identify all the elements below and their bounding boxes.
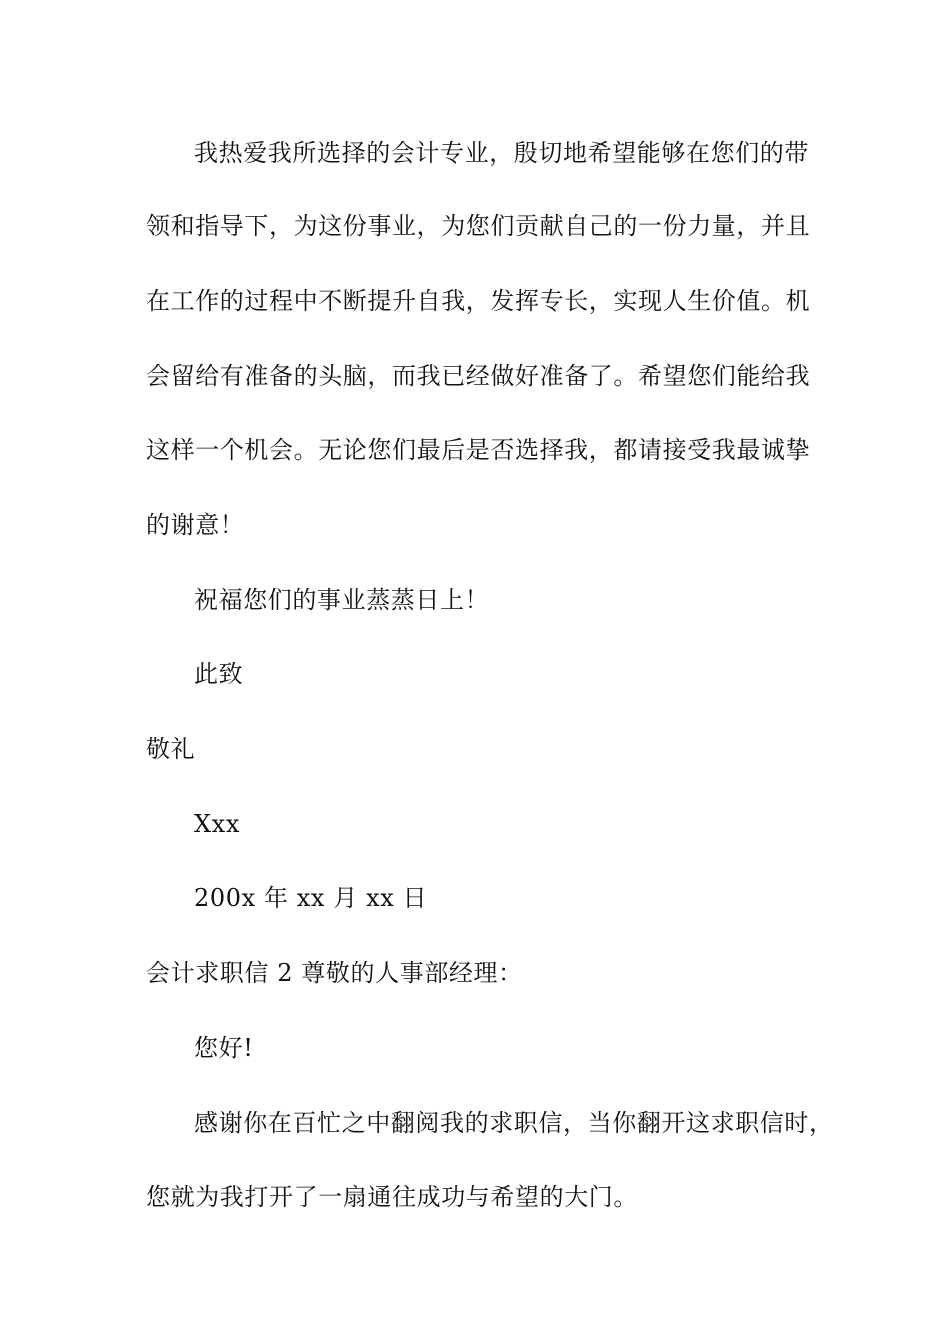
paragraph-line: 感谢你在百忙之中翻阅我的求职信，当你翻开这求职信时， — [194, 1109, 834, 1137]
signature-line: Xxx — [194, 810, 240, 838]
salutation-line: 敬礼 — [146, 735, 196, 763]
date-line: 200x 年 xx 月 xx 日 — [194, 884, 428, 912]
paragraph-line: 领和指导下，为这份事业，为您们贡献自己的一份力量，并且 — [146, 212, 811, 240]
paragraph-line: 会留给有准备的头脑，而我已经做好准备了。希望您们能给我 — [146, 362, 811, 390]
blessing-line: 祝福您们的事业蒸蒸日上！ — [194, 586, 490, 614]
closing-line: 此致 — [194, 660, 244, 688]
paragraph-line: 的谢意！ — [146, 511, 245, 539]
paragraph-line: 我热爱我所选择的会计专业，殷切地希望能够在您们的带 — [194, 139, 809, 167]
paragraph-line: 这样一个机会。无论您们最后是否选择我，都请接受我最诚挚 — [146, 436, 811, 464]
paragraph-line: 在工作的过程中不断提升自我，发挥专长，实现人生价值。机 — [146, 287, 811, 315]
section-heading: 会计求职信 2 尊敬的人事部经理： — [146, 959, 523, 987]
paragraph-line: 您就为我打开了一扇通往成功与希望的大门。 — [146, 1183, 638, 1211]
greeting-line: 您好! — [194, 1034, 254, 1062]
